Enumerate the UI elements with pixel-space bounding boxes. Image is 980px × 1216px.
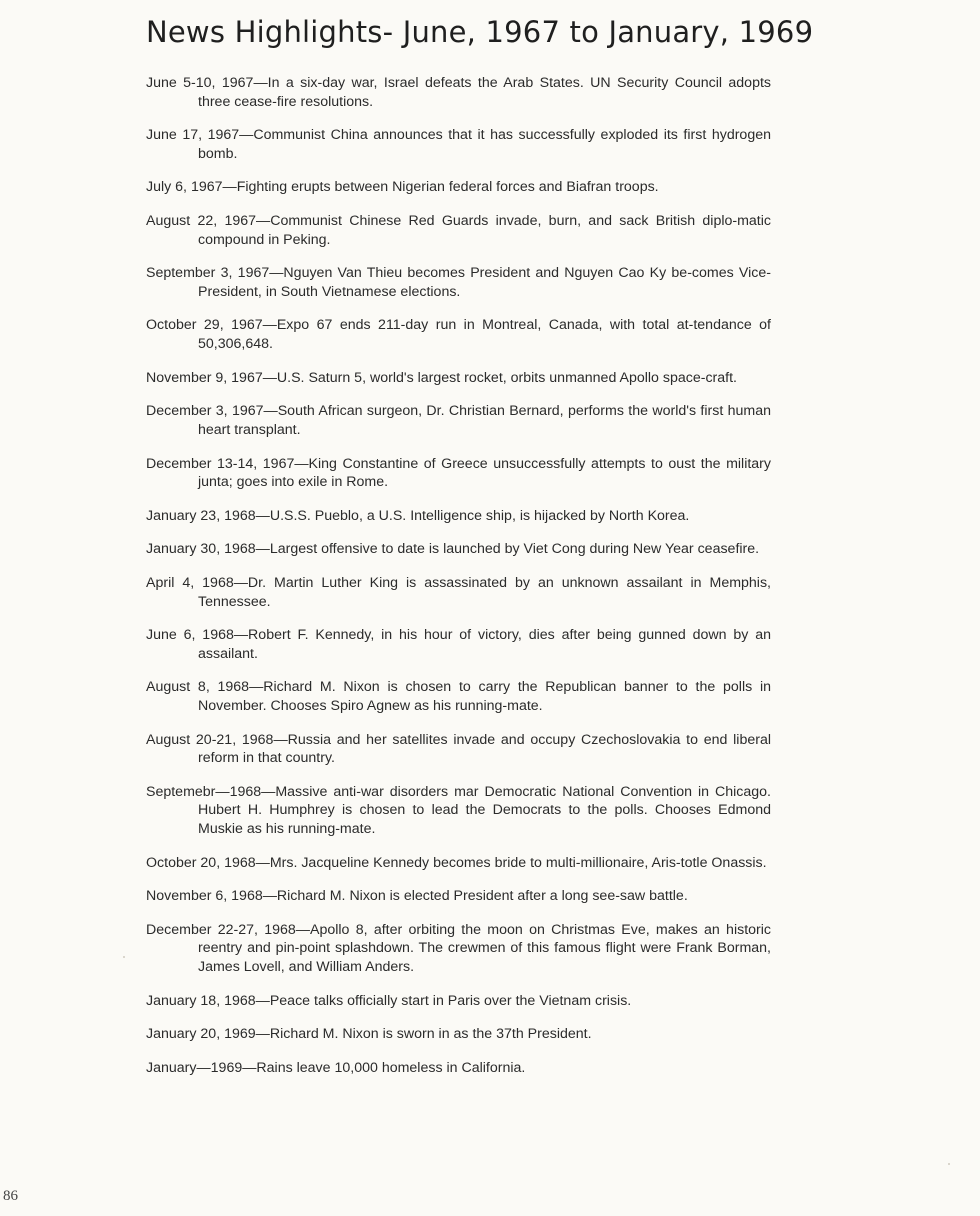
- news-entry: January—1969—Rains leave 10,000 homeless in California.: [146, 1059, 526, 1076]
- news-entry: December 13-14, 1967—King Constantine of Greece unsuccessfully attempts to oust the military junta; goes into exile in Rome.: [146, 455, 771, 490]
- news-entry: November 6, 1968—Richard M. Nixon is elected President after a long see-saw battle.: [146, 888, 688, 905]
- paper-speck: [948, 1163, 950, 1165]
- news-highlights-list: [146, 74, 771, 1077]
- news-entry: August 20-21, 1968—Russia and her satellites invade and occupy Czechoslovakia to end liberal reform in that country.: [146, 731, 771, 767]
- news-entry: October 20, 1968—Mrs. Jacqueline Kennedy becomes bride to multi-millionaire, Aris-totle Onassis.: [146, 854, 767, 871]
- news-entry: July 6, 1967—Fighting erupts between Nigerian federal forces and Biafran troops.: [146, 179, 659, 196]
- news-entry: April 4, 1968—Dr. Martin Luther King is assassinated by an unknown assailant in Memphis, Tennessee.: [146, 575, 771, 610]
- news-entry: Septemebr—1968—Massive anti-war disorders mar Democratic National Convention in Chicago. Hubert H. Humphrey is chosen to lead the Democrats to the polls. Chooses Edmond Muskie as his running-mate.: [146, 783, 771, 837]
- news-entry: June 5-10, 1967—In a six-day war, Israel defeats the Arab States. UN Security Council adopts three cease-fire resolutions.: [146, 75, 771, 110]
- news-entry: October 29, 1967—Expo 67 ends 211-day run in Montreal, Canada, with total at-tendance of 50,306,648.: [146, 317, 771, 352]
- news-entry: January 20, 1969—Richard M. Nixon is sworn in as the 37th President.: [146, 1026, 592, 1043]
- news-entry: September 3, 1967—Nguyen Van Thieu becomes President and Nguyen Cao Ky be-comes Vice-President, in South Vietnamese elections.: [146, 265, 771, 300]
- news-entry: August 22, 1967—Communist Chinese Red Guards invade, burn, and sack British diplo-matic compound in Peking.: [146, 213, 771, 248]
- news-entry: June 17, 1967—Communist China announces that it has successfully exploded its first hydrogen bomb.: [146, 127, 771, 162]
- news-entry: January 30, 1968—Largest offensive to date is launched by Viet Cong during New Year ceasefire.: [146, 541, 760, 558]
- news-entry: November 9, 1967—U.S. Saturn 5, world's largest rocket, orbits unmanned Apollo space-craft.: [146, 369, 737, 386]
- news-entry: January 23, 1968—U.S.S. Pueblo, a U.S. Intelligence ship, is hijacked by North Korea.: [146, 507, 690, 524]
- news-entry: December 3, 1967—South African surgeon, Dr. Christian Bernard, performs the world's first human heart transplant.: [146, 403, 771, 438]
- page-number: 86: [3, 1188, 18, 1204]
- news-entry: June 6, 1968—Robert F. Kennedy, in his hour of victory, dies after being gunned down by an assailant.: [146, 627, 771, 662]
- news-entry: January 18, 1968—Peace talks officially start in Paris over the Vietnam crisis.: [146, 992, 632, 1009]
- page-title: News Highlights- June, 1967 to January, 1969: [146, 15, 814, 49]
- news-entry: December 22-27, 1968—Apollo 8, after orbiting the moon on Christmas Eve, makes an historic reentry and pin-point splashdown. The crewmen of this famous flight were Frank Borman, James Lovell, and William Anders.: [146, 921, 771, 975]
- paper-speck: [123, 956, 125, 958]
- news-entry: August 8, 1968—Richard M. Nixon is chosen to carry the Republican banner to the polls in November. Chooses Spiro Agnew as his running-mate.: [146, 679, 771, 714]
